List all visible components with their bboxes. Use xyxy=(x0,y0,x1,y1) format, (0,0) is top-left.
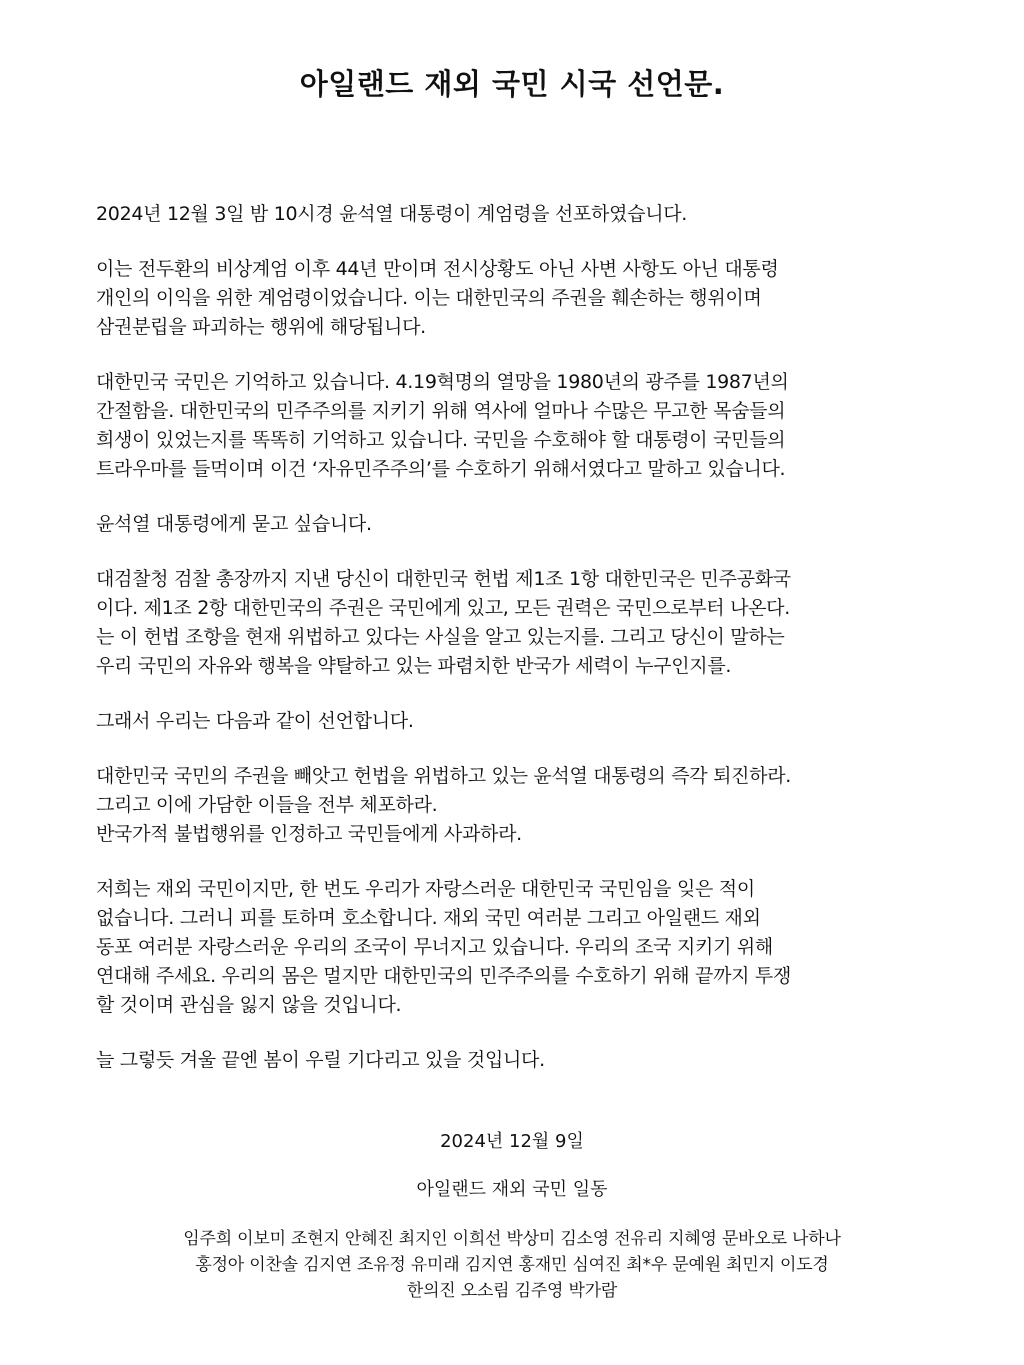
paragraph-line: 늘 그렇듯 겨울 끝엔 봄이 우릴 기다리고 있을 것입니다. xyxy=(96,1049,545,1071)
paragraph-line: 트라우마를 들먹이며 이건 ‘자유민주주의’를 수호하기 위해서였다고 말하고 있습니다. xyxy=(96,458,786,480)
paragraph-line: 그리고 이에 가담한 이들을 전부 체포하라. xyxy=(96,794,438,816)
document-body xyxy=(96,200,936,1101)
document-footer xyxy=(0,1128,1024,1304)
paragraph-line: 저희는 재외 국민이지만, 한 번도 우리가 자랑스러운 대한민국 국민임을 잊은 적이 xyxy=(96,878,755,900)
paragraph-line: 없습니다. 그러니 피를 토하며 호소합니다. 재외 국민 여러분 그리고 아일랜드 재외 xyxy=(96,907,761,929)
paragraph-line: 는 이 헌법 조항을 현재 위법하고 있다는 사실을 알고 있는지를. 그리고 당신이 말하는 xyxy=(96,626,785,648)
paragraph-line: 반국가적 불법행위를 인정하고 국민들에게 사과하라. xyxy=(96,823,522,845)
paragraph-declaration-intro xyxy=(96,707,936,736)
paragraph-line: 우리 국민의 자유와 행복을 약탈하고 있는 파렴치한 반국가 세력이 누구인지를. xyxy=(96,655,732,677)
paragraph-line: 연대해 주세요. 우리의 몸은 멀지만 대한민국의 민주주의를 수호하기 위해 끝까지 투쟁 xyxy=(96,965,792,987)
paragraph-history xyxy=(96,255,936,342)
paragraph-appeal xyxy=(96,875,936,1020)
paragraph-line: 삼권분립을 파괴하는 행위에 해당됩니다. xyxy=(96,316,426,338)
paragraph-demands xyxy=(96,762,936,849)
paragraph-line: 개인의 이익을 위한 계엄령이었습니다. 이는 대한민국의 주권을 훼손하는 행위이며 xyxy=(96,287,762,309)
signatory-line: 홍정아 이찬솔 김지연 조유정 유미래 김지연 홍재민 심여진 최*우 문예원 최민지 이도경 xyxy=(195,1255,829,1275)
paragraph-line: 희생이 있었는지를 똑똑히 기억하고 있습니다. 국민을 수호해야 할 대통령이 국민들의 xyxy=(96,429,786,451)
signatory-line: 임주희 이보미 조현지 안혜진 최지인 이희선 박상미 김소영 전유리 지혜영 문바오로 나하나 xyxy=(183,1229,841,1249)
signatory-list xyxy=(0,1226,1024,1304)
paragraph-line: 대한민국 국민의 주권을 빼앗고 헌법을 위법하고 있는 윤석열 대통령의 즉각 퇴진하라. xyxy=(96,765,792,787)
paragraph-question xyxy=(96,510,936,539)
paragraph-line: 2024년 12월 3일 밤 10시경 윤석열 대통령이 계엄령을 선포하였습니다. xyxy=(96,203,688,225)
paragraph-memory xyxy=(96,368,936,484)
paragraph-line: 이는 전두환의 비상계엄 이후 44년 만이며 전시상황도 아닌 사변 사항도 아닌 대통령 xyxy=(96,258,779,280)
paragraph-line: 대검찰청 검찰 총장까지 지낸 당신이 대한민국 헌법 제1조 1항 대한민국은 민주공화국 xyxy=(96,568,791,590)
paragraph-line: 할 것이며 관심을 잃지 않을 것입니다. xyxy=(96,994,402,1016)
paragraph-line: 동포 여러분 자랑스러운 우리의 조국이 무너지고 있습니다. 우리의 조국 지키기 위해 xyxy=(96,936,773,958)
paragraph-constitution xyxy=(96,565,936,681)
document-title: 아일랜드 재외 국민 시국 선언문. xyxy=(299,67,725,101)
paragraph-line: 이다. 제1조 2항 대한민국의 주권은 국민에게 있고, 모든 권력은 국민으로부터 나온다. xyxy=(96,597,790,619)
paragraph-line: 간절함을. 대한민국의 민주주의를 지키기 위해 역사에 얼마나 수많은 무고한 목숨들의 xyxy=(96,400,786,422)
paragraph-line: 그래서 우리는 다음과 같이 선언합니다. xyxy=(96,710,414,732)
paragraph-closing xyxy=(96,1046,936,1075)
signatory-line: 한의진 오소림 김주영 박가람 xyxy=(406,1281,618,1301)
paragraph-announcement xyxy=(96,200,936,229)
paragraph-line: 대한민국 국민은 기억하고 있습니다. 4.19혁명의 열망을 1980년의 광주를 1987년의 xyxy=(96,371,789,393)
document-date: 2024년 12월 9일 xyxy=(440,1131,584,1152)
signed-by: 아일랜드 재외 국민 일동 xyxy=(416,1179,608,1200)
paragraph-line: 윤석열 대통령에게 묻고 싶습니다. xyxy=(96,513,372,535)
